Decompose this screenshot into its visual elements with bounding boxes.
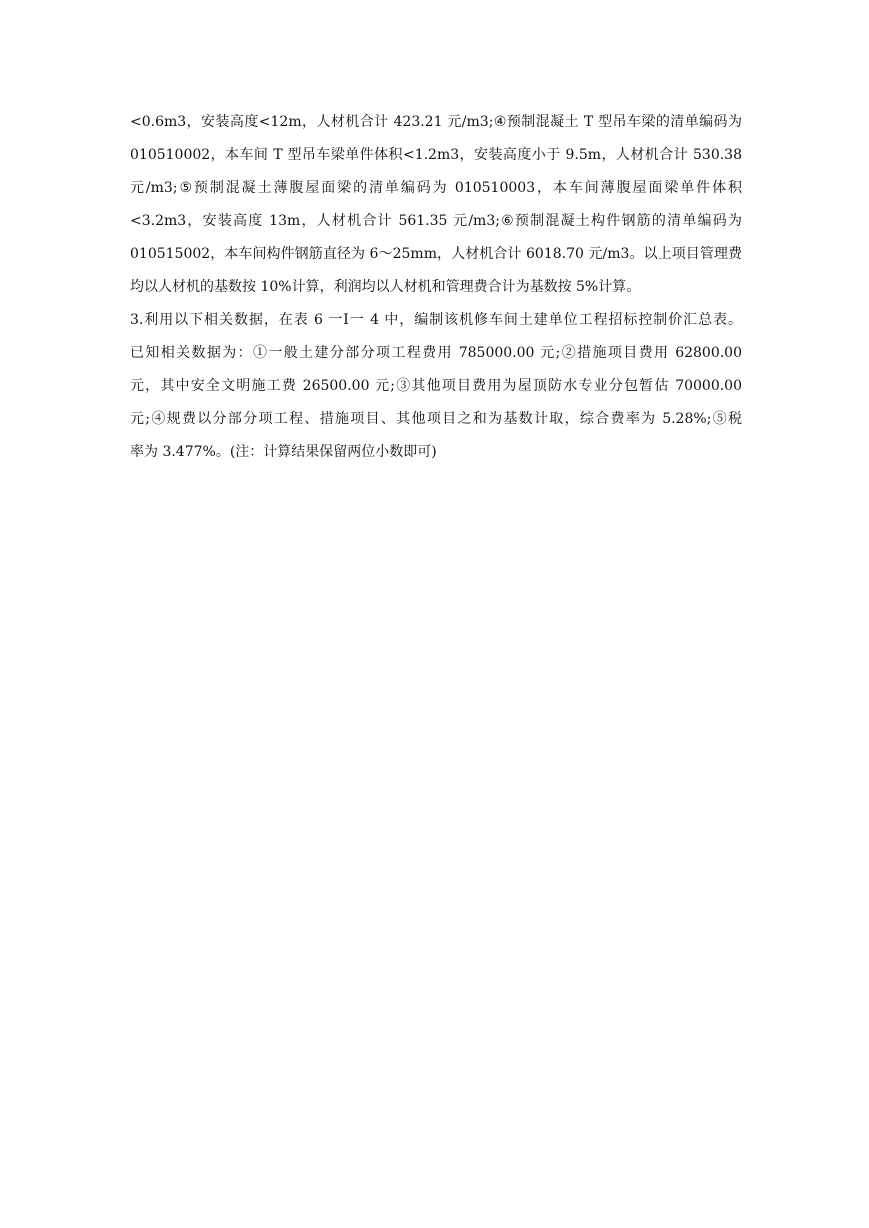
text-line: 010515002，本车间构件钢筋直径为 6～25mm，人材机合计 6018.70 元/m3。以上项目管理费	[130, 246, 742, 262]
text-line: <0.6m3，安装高度<12m，人材机合计 423.21 元/m3;④预制混凝土 T 型吊车梁的清单编码为	[130, 114, 742, 130]
text-line: 元/m3;⑤预制混凝土薄腹屋面梁的清单编码为 010510003，本车间薄腹屋面梁单件体积	[130, 180, 742, 196]
text-line: <3.2m3，安装高度 13m，人材机合计 561.35 元/m3;⑥预制混凝土构件钢筋的清单编码为	[130, 213, 742, 229]
text-line: 元;④规费以分部分项工程、措施项目、其他项目之和为基数计取，综合费率为 5.28%;⑤税	[130, 411, 742, 427]
document-body	[130, 106, 742, 469]
text-line: 已知相关数据为：①一般土建分部分项工程费用 785000.00 元;②措施项目费用 62800.00	[130, 345, 742, 361]
text-line: 率为 3.477%。(注：计算结果保留两位小数即可)	[130, 444, 437, 460]
text-line: 010510002，本车间 T 型吊车梁单件体积<1.2m3，安装高度小于 9.5m，人材机合计 530.38	[130, 147, 742, 163]
text-line: 均以人材机的基数按 10%计算，利润均以人材机和管理费合计为基数按 5%计算。	[130, 279, 641, 295]
text-line: 元，其中安全文明施工费 26500.00 元;③其他项目费用为屋顶防水专业分包暂估 70000.00	[130, 378, 742, 394]
text-line: 3.利用以下相关数据，在表 6 一Ⅰ一 4 中，编制该机修车间土建单位工程招标控制价汇总表。	[130, 312, 742, 328]
